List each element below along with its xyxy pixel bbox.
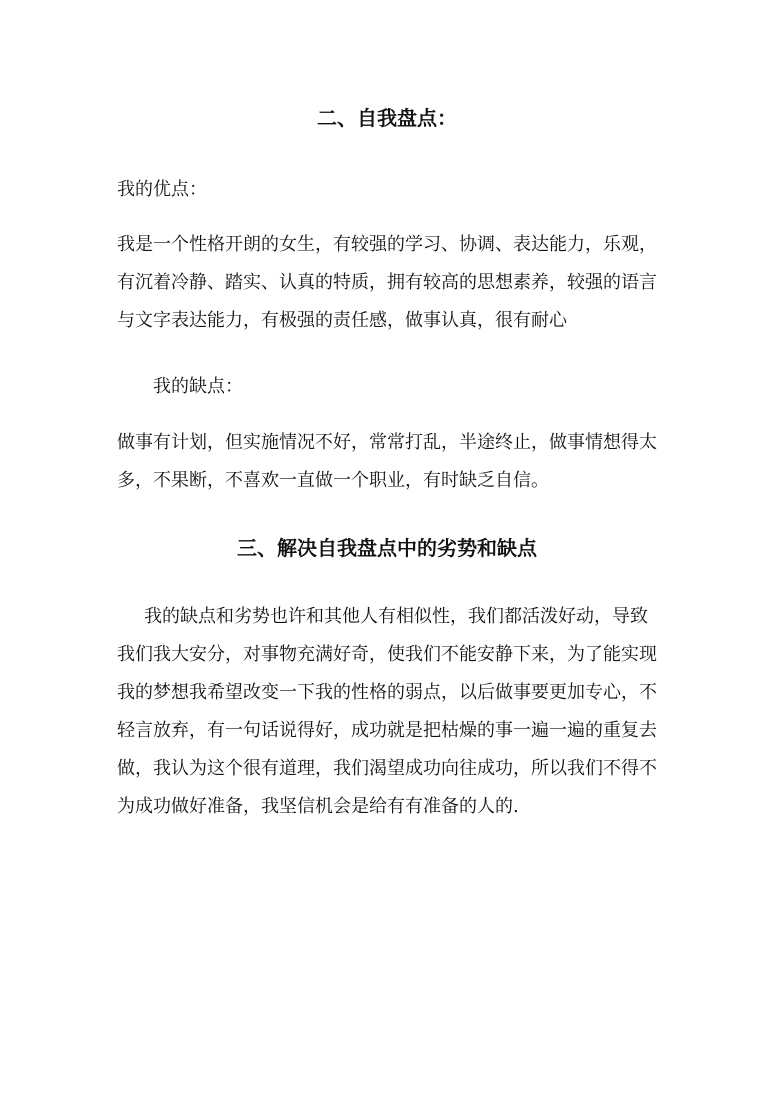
strengths-paragraph [117,226,662,340]
section-3-line-6: 为成功做好准备，我坚信机会是给有有准备的人的. [117,796,519,817]
weaknesses-paragraph [117,424,662,500]
strengths-label: 我的优点： [117,179,207,200]
strengths-line-3: 与文字表达能力，有极强的责任感，做事认真，很有耐心 [117,310,567,331]
weaknesses-line-1: 做事有计划，但实施情况不好，常常打乱，半途终止，做事情想得太 [117,432,657,453]
section-3-line-2: 我们我大安分，对事物充满好奇，使我们不能安静下来，为了能实现 [117,644,657,665]
section-2-heading: 二、自我盘点： [317,106,457,130]
weaknesses-line-2: 多，不果断，不喜欢一直做一个职业，有时缺乏自信。 [117,470,549,491]
section-3-line-3: 我的梦想我希望改变一下我的性格的弱点，以后做事要更加专心，不 [117,682,657,703]
section-3-line-5: 做，我认为这个很有道理，我们渴望成功向往成功，所以我们不得不 [117,758,657,779]
section-3-line-4: 轻言放弃，有一句话说得好，成功就是把枯燥的事一遍一遍的重复去 [117,720,657,741]
weaknesses-label: 我的缺点： [153,376,243,397]
section-3-line-1: 我的缺点和劣势也许和其他人有相似性，我们都活泼好动，导致 [144,606,648,627]
section-3-paragraph [117,598,662,826]
section-3-heading: 三、解决自我盘点中的劣势和缺点 [237,536,537,560]
strengths-line-1: 我是一个性格开朗的女生，有较强的学习、协调、表达能力，乐观， [117,234,657,255]
strengths-line-2: 有沉着冷静、踏实、认真的特质，拥有较高的思想素养，较强的语言 [117,272,657,293]
